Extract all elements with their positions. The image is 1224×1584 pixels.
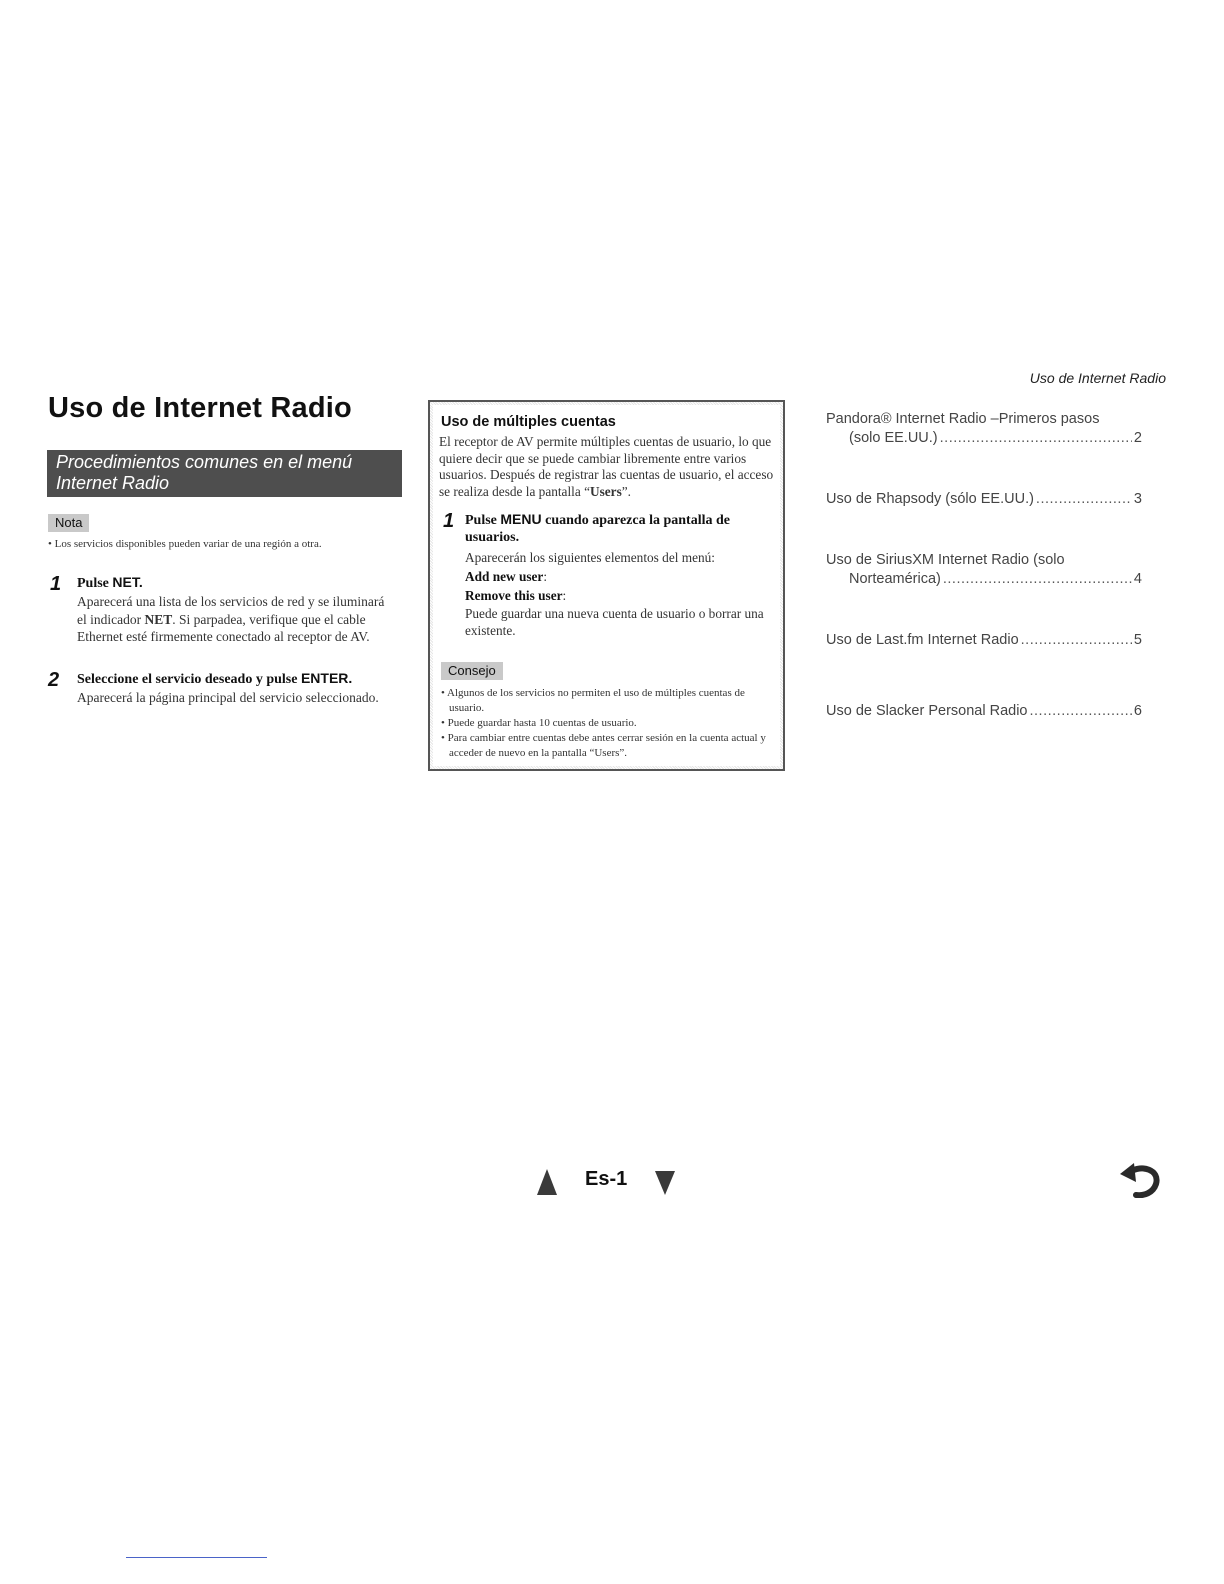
step-number: 1 <box>50 573 62 595</box>
note-label: Nota <box>48 514 89 532</box>
page-number: Es-1 <box>585 1168 628 1190</box>
toc-link-slacker[interactable] <box>826 702 1142 721</box>
step-body-intro: Aparecerán los siguientes elementos del menú: <box>465 550 715 565</box>
section-banner-line2: Internet Radio <box>56 473 170 493</box>
menu-item-label: Remove this user <box>465 588 563 603</box>
menu-item-colon: : <box>543 569 548 584</box>
step-number: 1 <box>443 510 455 532</box>
panel-title: Uso de múltiples cuentas <box>441 414 616 430</box>
panel-intro-keyword: Users <box>589 483 622 499</box>
step-title-text: Seleccione el servicio deseado y pulse <box>77 672 301 687</box>
toc-row <box>826 570 1142 589</box>
step-body: Aparecerá la página principal del servicio seleccionado. <box>77 690 379 705</box>
toc-row <box>826 490 1142 509</box>
toc-page-number: 3 <box>1133 491 1142 507</box>
step-number: 2 <box>48 669 60 691</box>
next-page-icon[interactable] <box>655 1171 675 1195</box>
step-body-text: Aparecerá una lista de los servicios de red y se iluminará el indicador <box>77 594 385 627</box>
note-text: • Los servicios disponibles pueden variar de una región a otra. <box>48 538 322 550</box>
page-title: Uso de Internet Radio <box>48 392 352 424</box>
step-title <box>77 670 352 688</box>
tip-list <box>441 686 777 761</box>
toc-leader <box>1021 631 1132 650</box>
tip-item: • Para cambiar entre cuentas debe antes cerrar sesión en la cuenta actual y acceder de nuevo en la pantalla “Users”. <box>441 732 766 759</box>
toc-link-text: Uso de SiriusXM Internet Radio (solo <box>826 552 1065 568</box>
running-header: Uso de Internet Radio <box>1029 370 1166 386</box>
toc-leader <box>943 570 1132 589</box>
toc-leader <box>940 429 1132 448</box>
toc-link-text: Uso de Slacker Personal Radio <box>826 703 1028 719</box>
tip-item: • Algunos de los servicios no permiten el uso de múltiples cuentas de usuario. <box>441 687 745 714</box>
footer-link-underline[interactable] <box>126 1557 267 1558</box>
toc-link-text: Pandora® Internet Radio –Primeros pasos <box>826 411 1100 427</box>
multiple-accounts-panel <box>428 400 785 771</box>
toc-row <box>826 429 1142 448</box>
step-body-keyword: NET <box>144 611 173 627</box>
menu-item-add-user <box>465 567 779 586</box>
step-body <box>465 548 779 639</box>
step-title <box>77 574 143 592</box>
panel-content <box>433 405 780 766</box>
menu-item-description: Puede guardar una nueva cuenta de usuario o borrar una existente. <box>465 606 764 638</box>
toc-link-rhapsody[interactable] <box>826 490 1142 509</box>
step-title-keyword: ENTER. <box>300 670 353 686</box>
toc-row <box>826 702 1142 721</box>
step-title-keyword: NET. <box>112 574 143 590</box>
step-title-text: cuando aparezca la pantalla de usuarios. <box>465 513 730 545</box>
tip-block <box>441 662 503 680</box>
toc-leader <box>1036 490 1132 509</box>
section-banner <box>47 450 402 497</box>
toc-link-siriusxm[interactable] <box>826 551 1142 589</box>
toc-link-text: Uso de Last.fm Internet Radio <box>826 632 1019 648</box>
toc-link-text: Uso de Rhapsody (sólo EE.UU.) <box>826 491 1034 507</box>
tip-item: • Puede guardar hasta 10 cuentas de usuario. <box>441 717 637 729</box>
toc-page-number: 5 <box>1133 632 1142 648</box>
toc-page-number: 4 <box>1133 571 1142 587</box>
toc-page-number: 6 <box>1133 703 1142 719</box>
menu-item-colon: : <box>562 588 567 603</box>
note-block <box>48 514 89 532</box>
step-body-text: . Si parpadea, verifique que el cable Ethernet esté firmemente conectado al receptor de AV. <box>77 611 370 644</box>
toc-link-text: (solo EE.UU.) <box>849 430 938 446</box>
panel-intro-text: ”. <box>621 483 631 499</box>
section-banner-line1: Procedimientos comunes en el menú <box>56 452 353 472</box>
tip-label: Consejo <box>441 662 503 680</box>
toc-link-text: Norteamérica) <box>849 571 941 587</box>
step-title <box>465 511 777 546</box>
step-body <box>77 593 397 646</box>
toc-link-lastfm[interactable] <box>826 631 1142 650</box>
step-title-text: Pulse <box>465 513 501 528</box>
panel-intro <box>439 434 779 500</box>
toc-leader <box>1030 702 1132 721</box>
panel-intro-text: El receptor de AV permite múltiples cuentas de usuario, lo que quiere decir que se puede cambiar libremente entre varios usuarios. Después de registrar las cuentas de usuario, el acceso se realiza desde la pantalla “ <box>439 434 774 499</box>
menu-item-remove-user <box>465 586 779 605</box>
back-arrow-icon[interactable] <box>1118 1160 1164 1198</box>
previous-page-icon[interactable] <box>537 1169 557 1195</box>
menu-item-label: Add new user <box>465 569 544 584</box>
step-title-keyword: MENU <box>500 511 542 527</box>
toc-row <box>826 631 1142 650</box>
toc-page-number: 2 <box>1133 430 1142 446</box>
step-title-text: Pulse <box>77 576 113 591</box>
toc-link-pandora[interactable] <box>826 410 1142 448</box>
